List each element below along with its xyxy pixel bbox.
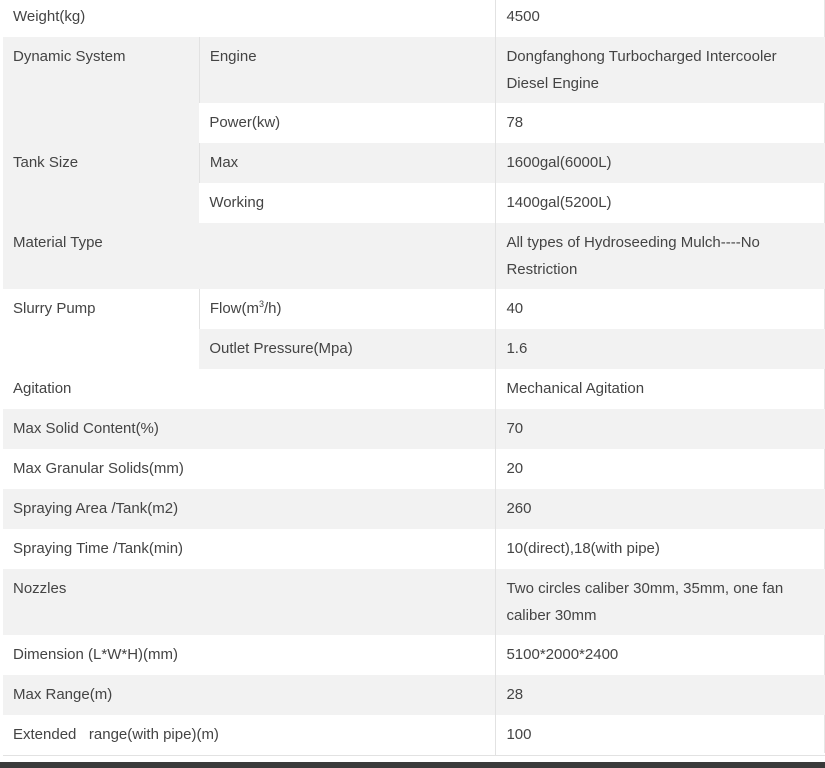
row-value: 1.6: [496, 329, 825, 369]
table-row: [3, 143, 825, 183]
flow-label-text: Flow(m: [209, 300, 259, 317]
table-row: [3, 0, 825, 37]
row-label: Nozzles: [3, 569, 496, 635]
table-row: [3, 489, 825, 529]
row-value: 5100*2000*2400: [496, 635, 825, 675]
row-sublabel: Power(kw): [209, 114, 281, 131]
row-label: Max Range(m): [3, 675, 496, 715]
row-sublabel: Max: [199, 143, 496, 183]
row-label: Dynamic System: [3, 37, 199, 143]
row-value: 28: [496, 675, 825, 715]
row-label: Tank Size: [3, 143, 199, 223]
table-row: [3, 675, 825, 715]
table-row: [3, 223, 825, 289]
row-sublabel: Working: [209, 194, 265, 211]
flow-label-sup: 3: [259, 299, 265, 309]
row-value: 78: [496, 103, 825, 143]
table-row: [3, 635, 825, 675]
row-value: 1600gal(6000L): [496, 143, 825, 183]
row-value: 10(direct),18(with pipe): [496, 529, 825, 569]
table-row: [3, 289, 825, 329]
table-row: [3, 715, 825, 755]
row-label: Dimension (L*W*H)(mm): [13, 646, 179, 663]
row-label: Spraying Area /Tank(m2): [3, 489, 496, 529]
row-label: Max Granular Solids(mm): [13, 460, 184, 477]
row-sublabel: Outlet Pressure(Mpa): [199, 329, 496, 369]
row-value: 20: [496, 449, 825, 489]
row-label: Agitation: [13, 380, 72, 397]
flow-label-tail: /h): [264, 300, 282, 317]
row-label: Spraying Time /Tank(min): [13, 540, 184, 557]
row-value: 70: [496, 409, 825, 449]
row-value: 4500: [496, 0, 825, 37]
table-row: [3, 409, 825, 449]
row-value: Dongfanghong Turbocharged Intercooler Diesel Engine: [496, 37, 825, 103]
row-label: Slurry Pump: [13, 300, 96, 317]
row-value: All types of Hydroseeding Mulch----No Restriction: [496, 223, 825, 289]
row-value: 260: [496, 489, 825, 529]
row-sublabel: [199, 289, 496, 329]
table-row: [3, 37, 825, 103]
row-label: Extended range(with pipe)(m): [13, 726, 219, 743]
table-row: [3, 569, 825, 635]
row-value: Mechanical Agitation: [496, 369, 825, 409]
row-value: 40: [496, 289, 825, 329]
row-sublabel: Engine: [199, 37, 496, 103]
spec-table: [3, 0, 825, 756]
row-value: Two circles caliber 30mm, 35mm, one fan caliber 30mm: [496, 569, 825, 635]
row-value: 1400gal(5200L): [496, 183, 825, 223]
row-label: Weight(kg): [13, 8, 86, 25]
row-value: 100: [496, 715, 825, 755]
row-label: Max Solid Content(%): [3, 409, 496, 449]
table-row: [3, 529, 825, 569]
table-row: [3, 449, 825, 489]
row-label: Material Type: [3, 223, 496, 289]
table-row: [3, 369, 825, 409]
